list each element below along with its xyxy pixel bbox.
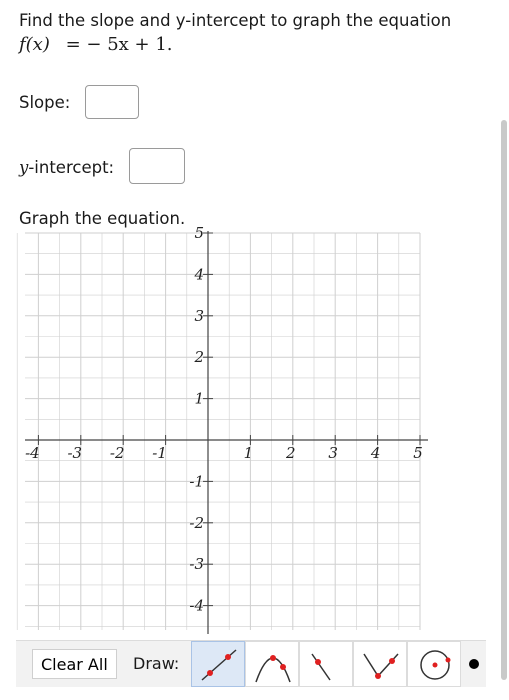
ray-tool-button[interactable] xyxy=(299,641,353,687)
point-tool-icon xyxy=(461,641,486,687)
question-prompt-text: Find the slope and y-intercept to graph the equation xyxy=(19,11,452,30)
y-tick-label: -3 xyxy=(189,555,204,574)
x-tick-label: -1 xyxy=(152,444,167,462)
y-tick-label: 4 xyxy=(194,265,204,284)
ray-tool-icon xyxy=(300,642,354,688)
y-intercept-input[interactable] xyxy=(129,148,185,184)
equation-rhs: = − 5x + 1. xyxy=(65,34,173,55)
graph-canvas[interactable] xyxy=(0,225,440,640)
circle-tool-icon xyxy=(408,642,462,688)
y-tick-label: 1 xyxy=(194,389,204,408)
draw-toolbar xyxy=(16,640,486,687)
y-tick-label: -2 xyxy=(189,513,204,532)
x-tick-label: -4 xyxy=(25,444,40,462)
x-tick-label: 5 xyxy=(413,444,423,462)
line-tool-button[interactable] xyxy=(191,641,245,687)
equation xyxy=(19,34,173,55)
intercept-label-var: y xyxy=(19,158,29,177)
absolute-value-tool-button[interactable] xyxy=(353,641,407,687)
slope-label: Slope: xyxy=(19,93,71,112)
y-tick-label: 2 xyxy=(194,348,204,367)
question-prompt xyxy=(19,10,451,32)
y-tick-label: 3 xyxy=(194,306,204,325)
parabola-up-tool-icon xyxy=(246,642,300,688)
x-tick-label: 2 xyxy=(286,444,296,462)
point-tool-button[interactable] xyxy=(461,641,486,687)
clear-all-button[interactable]: Clear All xyxy=(32,649,117,679)
circle-tool-button[interactable] xyxy=(407,641,461,687)
x-tick-label: 1 xyxy=(243,444,254,462)
x-tick-label: -3 xyxy=(67,444,83,462)
line-tool-icon xyxy=(192,642,246,688)
x-tick-label: 4 xyxy=(370,444,381,462)
absolute-value-tool-icon xyxy=(354,642,408,688)
slope-input[interactable] xyxy=(85,85,139,119)
graph-heading: Graph the equation. xyxy=(19,209,186,228)
intercept-label-text: -intercept: xyxy=(28,158,115,177)
scrollbar[interactable] xyxy=(501,120,507,680)
equation-lhs: f(x) xyxy=(19,34,50,55)
intercept-label xyxy=(19,158,114,177)
x-tick-label: 3 xyxy=(328,444,338,462)
y-tick-label: 5 xyxy=(194,224,204,242)
x-tick-label: -2 xyxy=(109,444,125,462)
y-tick-label: -1 xyxy=(189,472,204,491)
draw-label: Draw: xyxy=(133,654,180,673)
y-tick-label: -4 xyxy=(189,596,204,615)
parabola-tool-button[interactable] xyxy=(245,641,299,687)
